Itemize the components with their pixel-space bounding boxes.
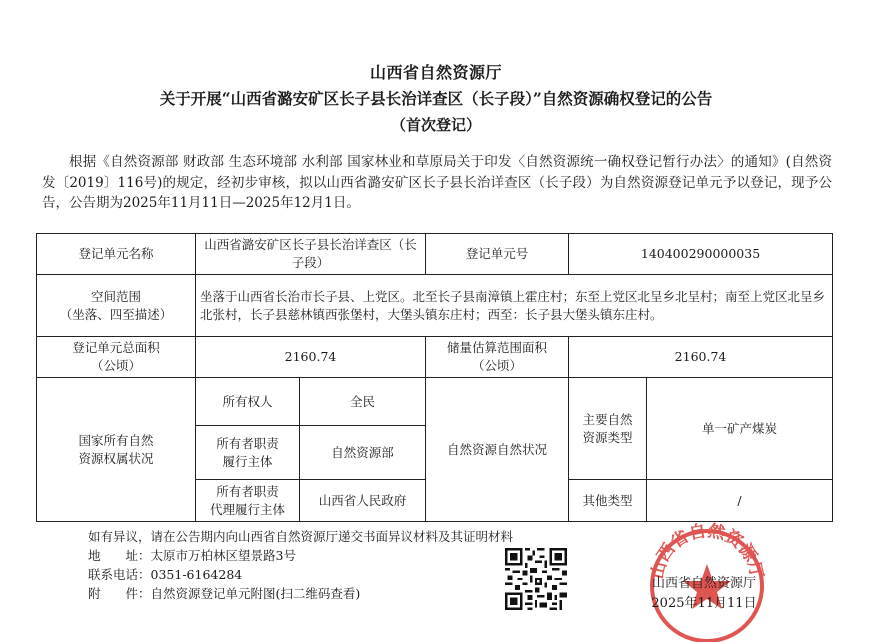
notice-title-block [0, 60, 872, 138]
area-label-line1: 登记单元总面积 [72, 340, 160, 355]
agent-label [196, 480, 300, 522]
unit-name-value: 山西省潞安矿区长子县长治详查区（长子段） [196, 234, 426, 275]
main-type-value: 单一矿产煤炭 [647, 378, 833, 480]
table-row [37, 337, 833, 378]
owner-label: 所有权人 [196, 378, 300, 426]
owner-value: 全民 [300, 378, 426, 426]
space-label-line2: （坐落、四至描述） [59, 306, 173, 322]
ownership-label-line2: 资源权属状况 [78, 450, 154, 466]
intro-paragraph: 根据《自然资源部 财政部 生态环境部 水利部 国家林业和草原局关于印发〈自然资源统一确权登记暂行办法〉的通知》(自然资发〔2019〕116号)的规定，经初步审核，拟以山西省潞安矿区长子县长治详查区（长子段）为自然资源登记单元予以登记，现予公告，公告期为2025年11月11日—2025年12月1日。 [42, 154, 832, 211]
qr-code-icon[interactable] [505, 548, 567, 610]
signature-org: 山西省自然资源厅 [651, 576, 756, 591]
other-type-label: 其他类型 [569, 480, 647, 522]
table-row [37, 234, 833, 275]
reserve-value: 2160.74 [569, 337, 833, 378]
space-value: 坐落于山西省长治市长子县、上党区。北至长子县南漳镇上霍庄村；东至上党区北呈乡北呈村；南至上党区北呈乡北张村，长子县慈林镇西张堡村，大堡头镇东庄村；西至：长子县大堡头镇东庄村。 [196, 275, 833, 337]
issuer-title: 山西省自然资源厅 [369, 63, 502, 82]
notice-subtitle: （首次登记） [390, 116, 481, 134]
duty-value: 自然资源部 [300, 426, 426, 480]
attachment-row [88, 584, 513, 603]
phone-value: 0351-6164284 [150, 567, 243, 582]
reserve-label-line1: 储量估算范围面积 [447, 340, 548, 355]
duty-label-line1: 所有者职责 [216, 435, 279, 451]
duty-label-line2: 履行主体 [222, 453, 273, 469]
signature-date: 2025年11月11日 [651, 596, 757, 611]
table-row [37, 275, 833, 337]
main-type-label [569, 378, 647, 480]
address-value: 太原市万柏林区望景路3号 [150, 548, 296, 563]
objection-note: 如有异议，请在公告期内向山西省自然资源厅递交书面异议材料及其证明材料 [88, 529, 514, 544]
phone-label: 联系电话： [88, 567, 151, 582]
reserve-label [426, 337, 569, 378]
main-type-label-line2: 资源类型 [582, 429, 633, 445]
address-label: 地 址： [88, 548, 151, 563]
duty-label [196, 426, 300, 480]
main-type-label-line1: 主要自然 [582, 411, 633, 427]
agent-value: 山西省人民政府 [300, 480, 426, 522]
registration-table [36, 233, 833, 522]
agent-label-line2: 代理履行主体 [209, 501, 285, 517]
unit-name-label: 登记单元名称 [37, 234, 196, 275]
status-label: 自然资源自然状况 [426, 378, 569, 522]
unit-no-label: 登记单元号 [426, 234, 569, 275]
area-label [37, 337, 196, 378]
table-row [37, 378, 833, 426]
reserve-label-line2: （公顷） [472, 358, 523, 373]
space-label-line1: 空间范围 [90, 288, 141, 304]
area-label-line2: （公顷） [90, 358, 141, 373]
other-type-value: / [647, 480, 833, 522]
space-label [37, 275, 196, 337]
attachment-value[interactable]: 自然资源登记单元附图(扫二维码查看) [150, 586, 361, 601]
attachment-label: 附 件： [88, 586, 151, 601]
seal-text: 山西省自然资源厅 [647, 521, 767, 581]
unit-no-value: 140400290000035 [569, 234, 833, 275]
area-value: 2160.74 [196, 337, 426, 378]
contact-footer [88, 527, 513, 603]
signature-block [638, 574, 770, 614]
agent-label-line1: 所有者职责 [216, 483, 279, 499]
notice-title: 关于开展“山西省潞安矿区长子县长治详查区（长子段）”自然资源确权登记的公告 [159, 89, 713, 108]
address-row [88, 546, 513, 565]
phone-row [88, 565, 513, 584]
ownership-label-line1: 国家所有自然 [78, 432, 154, 448]
ownership-label [37, 378, 196, 522]
